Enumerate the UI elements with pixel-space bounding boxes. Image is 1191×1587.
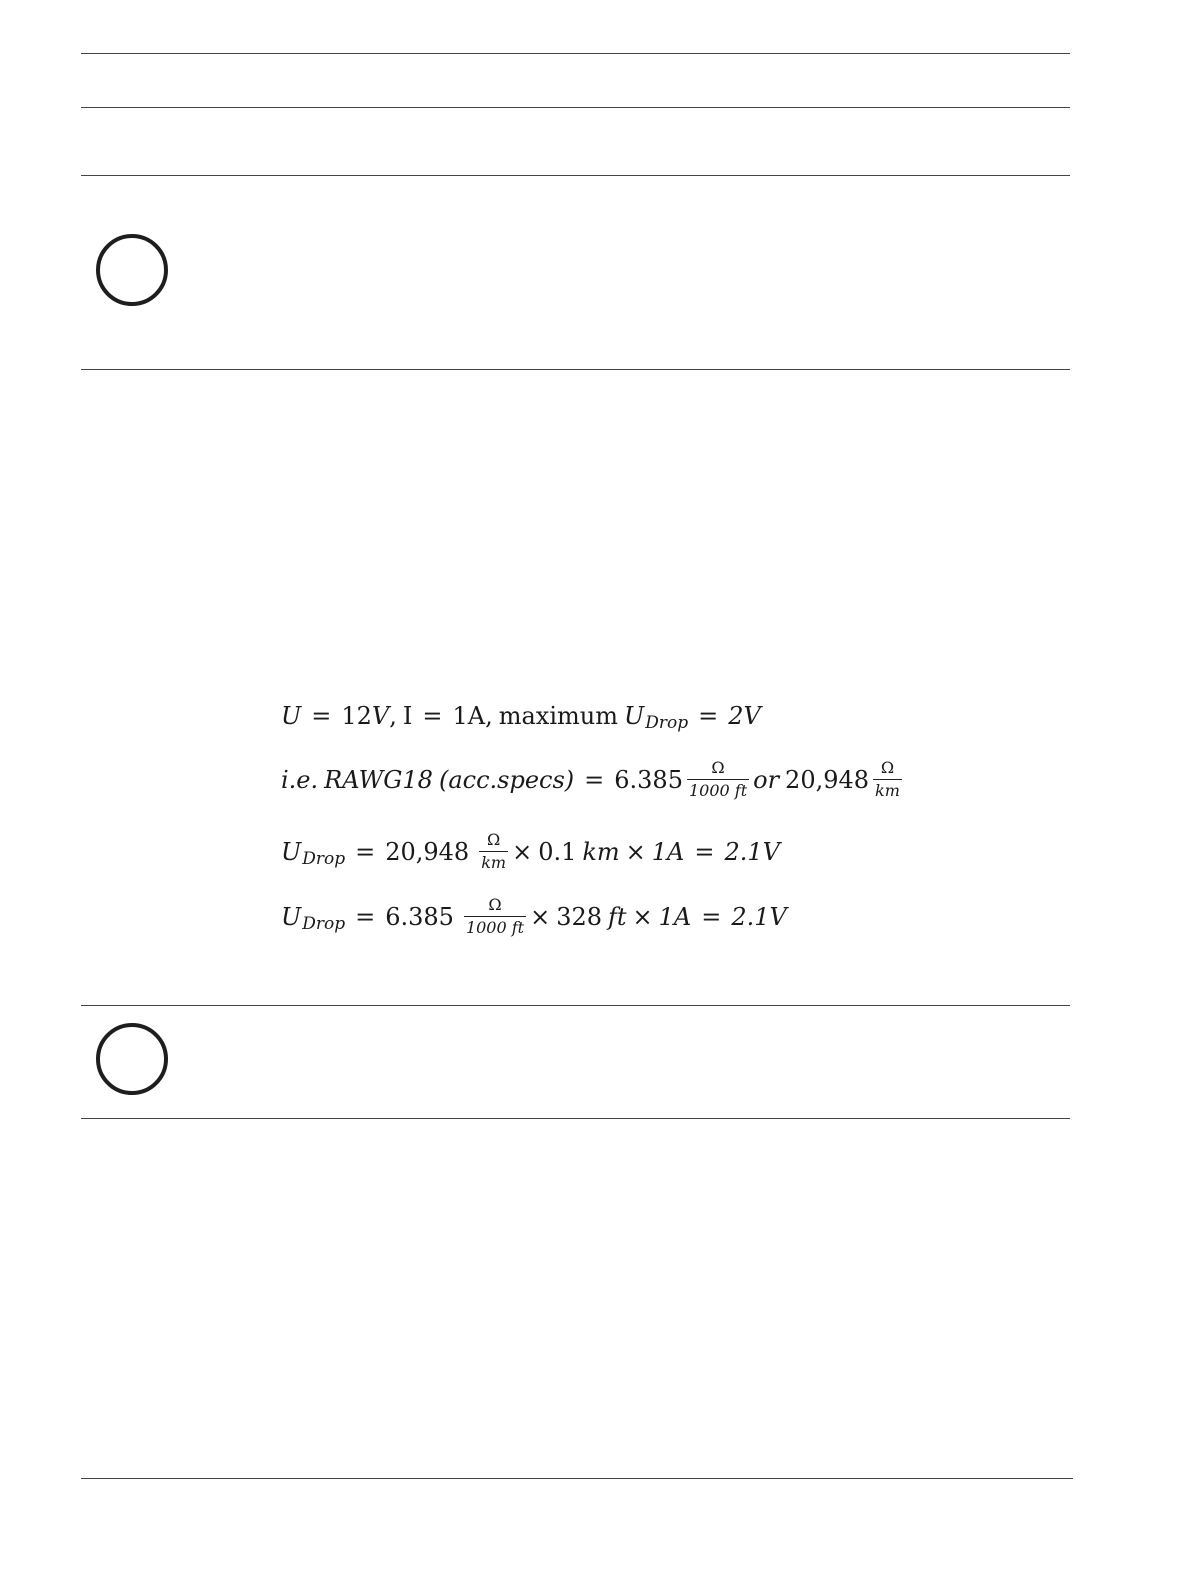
length-value: 328 xyxy=(556,902,603,931)
divider-footer xyxy=(81,1478,1073,1479)
fraction-ohm-per-1000ft xyxy=(687,760,749,799)
notice-circle-icon xyxy=(96,234,168,306)
fraction-denominator: km xyxy=(875,781,900,800)
equals-sign: = xyxy=(701,902,722,931)
fraction-ohm-per-km xyxy=(873,760,902,799)
equation-udrop-metric xyxy=(281,832,780,871)
acc-specs-label: (acc.specs) xyxy=(438,765,575,794)
divider-notice2-top xyxy=(81,1005,1070,1006)
length-unit: ft xyxy=(608,902,627,931)
equation-given-values xyxy=(281,702,761,733)
divider-notice-bottom xyxy=(81,369,1070,370)
current-value: 1A xyxy=(658,902,692,931)
udrop-symbol: U xyxy=(281,902,302,931)
current-symbol: I xyxy=(402,702,413,730)
length-unit: km xyxy=(582,837,620,866)
fraction-numerator: Ω xyxy=(488,895,502,914)
or-label: or xyxy=(753,765,780,794)
udrop-symbol: U xyxy=(623,702,645,730)
times-sign: × xyxy=(632,902,653,931)
u-symbol: U xyxy=(281,702,302,730)
udrop-subscript: Drop xyxy=(302,913,346,934)
equation-resistance-spec xyxy=(281,760,906,799)
ie-prefix: i.e. xyxy=(281,765,319,794)
result-value: 2.1V xyxy=(724,837,780,866)
udrop-max-value: 2V xyxy=(728,702,761,730)
equals-sign: = xyxy=(694,837,715,866)
divider-notice2-bottom xyxy=(81,1118,1070,1119)
equals-sign: = xyxy=(355,837,376,866)
equals-sign: = xyxy=(698,702,719,730)
divider-top xyxy=(81,53,1070,54)
separator: , xyxy=(389,702,397,730)
voltage-value: 12 xyxy=(341,702,372,730)
fraction-ohm-per-km xyxy=(479,832,508,871)
times-sign: × xyxy=(530,902,551,931)
equals-sign: = xyxy=(584,765,605,794)
rawg-label: RAWG18 xyxy=(324,765,433,794)
separator: , xyxy=(485,702,493,730)
equals-sign: = xyxy=(422,702,443,730)
fraction-denominator: 1000 ft xyxy=(465,918,525,937)
current-value: 1A xyxy=(452,702,486,730)
result-value: 2.1V xyxy=(731,902,787,931)
fraction-numerator: Ω xyxy=(711,758,725,777)
times-sign: × xyxy=(625,837,646,866)
current-value: 1A xyxy=(651,837,685,866)
times-sign: × xyxy=(512,837,533,866)
fraction-numerator: Ω xyxy=(487,830,501,849)
equals-sign: = xyxy=(355,902,376,931)
equals-sign: = xyxy=(311,702,332,730)
divider-header xyxy=(81,107,1070,108)
resistance-per-ft-value: 6.385 xyxy=(614,765,683,794)
resistance-value: 6.385 xyxy=(385,902,454,931)
fraction-ohm-per-1000ft xyxy=(464,897,526,936)
notice-circle-icon-2 xyxy=(96,1023,168,1095)
fraction-denominator: km xyxy=(481,853,507,872)
fraction-denominator: 1000 ft xyxy=(688,781,748,800)
voltage-unit: V xyxy=(371,702,390,730)
udrop-subscript: Drop xyxy=(302,848,346,869)
length-value: 0.1 xyxy=(538,837,577,866)
udrop-subscript: Drop xyxy=(645,713,689,733)
equation-udrop-imperial xyxy=(281,897,787,936)
resistance-value: 20,948 xyxy=(385,837,470,866)
fraction-numerator: Ω xyxy=(880,758,895,777)
divider-notice-top xyxy=(81,175,1070,176)
resistance-per-km-value: 20,948 xyxy=(785,765,870,794)
maximum-label: maximum xyxy=(498,702,618,730)
udrop-symbol: U xyxy=(281,837,302,866)
